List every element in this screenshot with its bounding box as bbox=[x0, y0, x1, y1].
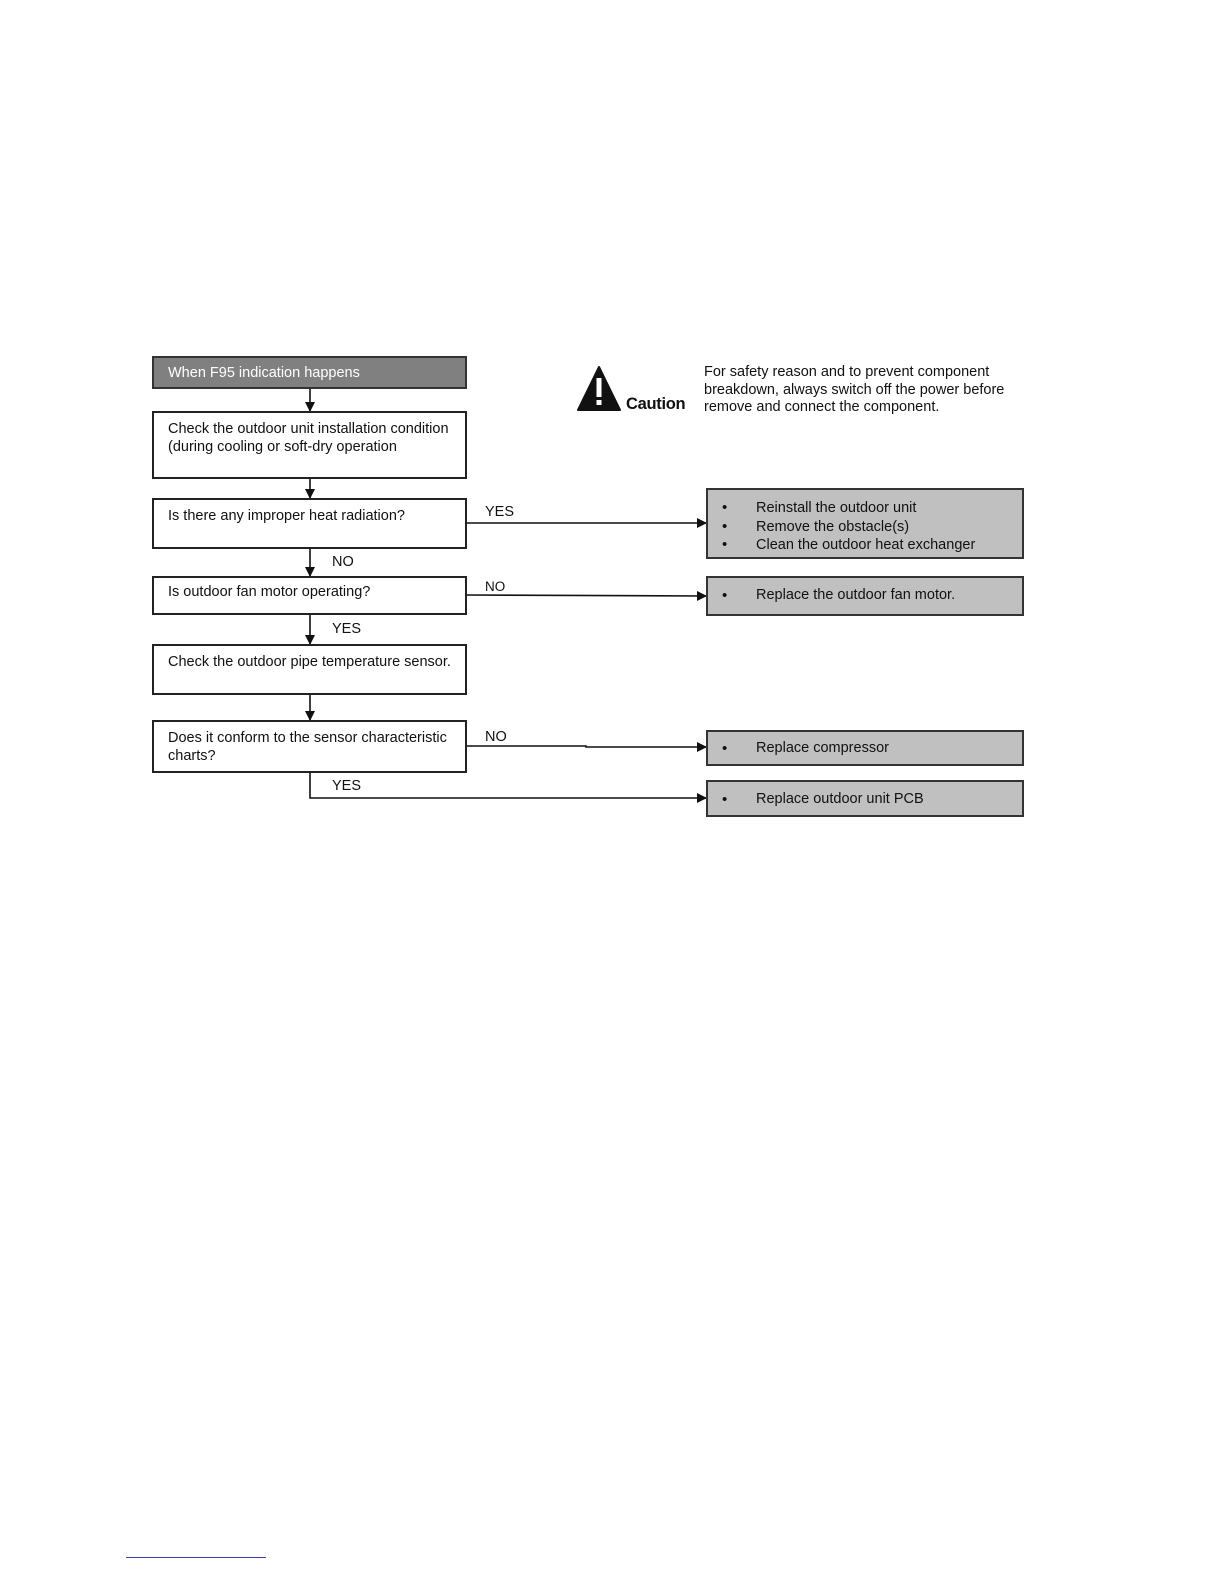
heat-yes-label: YES bbox=[485, 504, 515, 520]
arrow-chart-no bbox=[467, 746, 706, 747]
fan-yes-label: YES bbox=[332, 621, 362, 637]
heat-radiation-actions-list bbox=[722, 499, 1008, 555]
check-sensor-text: Check the outdoor pipe temperature sensor. bbox=[168, 654, 451, 670]
heat-radiation-question: Is there any improper heat radiation? bbox=[168, 508, 405, 524]
start-text: When F95 indication happens bbox=[168, 365, 360, 381]
action-item: • Reinstall the outdoor unit bbox=[722, 499, 1008, 518]
heat-radiation-actions-box bbox=[706, 488, 1024, 559]
sensor-chart-question-box bbox=[152, 720, 467, 773]
start-box bbox=[152, 356, 467, 389]
action-item: • Replace compressor bbox=[722, 740, 1008, 758]
compressor-action-list bbox=[722, 740, 1008, 758]
compressor-action-box bbox=[706, 730, 1024, 766]
check-sensor-box bbox=[152, 644, 467, 695]
action-item: • Clean the outdoor heat exchanger bbox=[722, 536, 1008, 555]
fan-motor-action-box bbox=[706, 576, 1024, 616]
fan-motor-action-list bbox=[722, 587, 1008, 605]
action-item: • Replace the outdoor fan motor. bbox=[722, 587, 1008, 605]
pcb-action-list bbox=[722, 791, 1008, 809]
sensor-yes-label: YES bbox=[332, 778, 362, 794]
arrow-fan-no bbox=[467, 595, 706, 596]
fan-motor-question-box bbox=[152, 576, 467, 615]
sensor-no-label: NO bbox=[485, 729, 507, 745]
sensor-chart-question: Does it conform to the sensor characteristic charts? bbox=[168, 730, 447, 764]
action-item: • Replace outdoor unit PCB bbox=[722, 791, 1008, 809]
check-installation-box bbox=[152, 411, 467, 479]
pcb-action-box bbox=[706, 780, 1024, 817]
caution-text: For safety reason and to prevent component breakdown, always switch off the power before remove and connect the component. bbox=[704, 364, 1005, 415]
arrow-chart-yes bbox=[310, 772, 706, 798]
check-installation-text: Check the outdoor unit installation condition (during cooling or soft-dry operation bbox=[168, 421, 449, 455]
heat-radiation-question-box bbox=[152, 498, 467, 549]
heat-no-label: NO bbox=[332, 554, 354, 570]
action-item: • Remove the obstacle(s) bbox=[722, 518, 1008, 537]
fan-no-label: NO bbox=[485, 579, 506, 594]
fan-motor-question: Is outdoor fan motor operating? bbox=[168, 584, 371, 600]
caution-label: Caution bbox=[626, 395, 686, 413]
footer-rule bbox=[126, 1557, 266, 1558]
